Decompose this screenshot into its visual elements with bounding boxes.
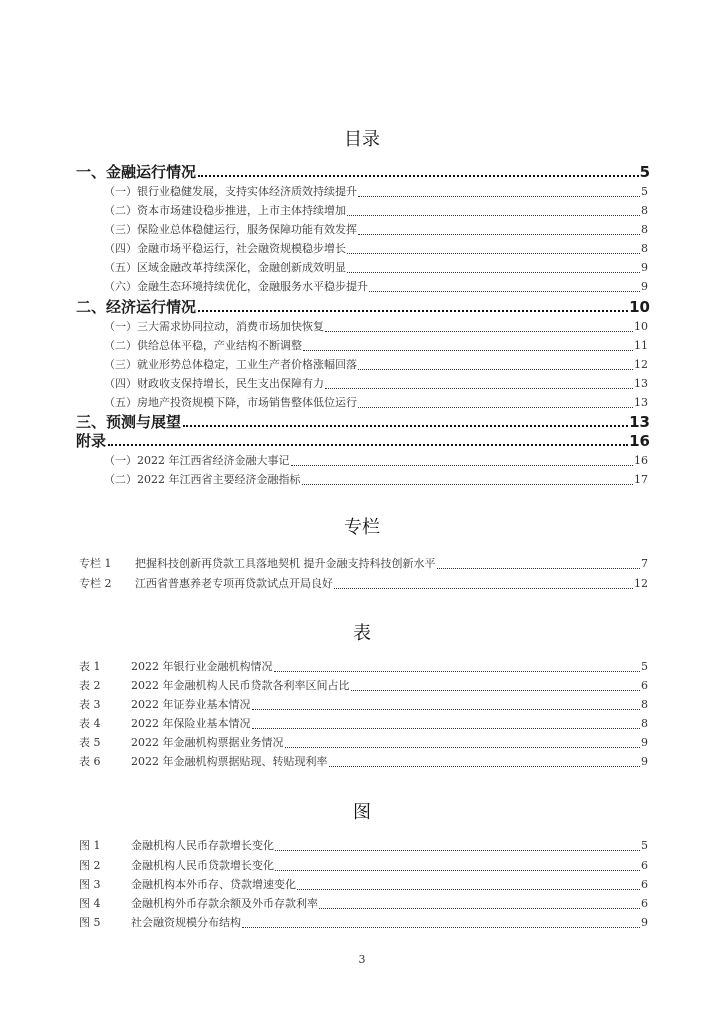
- column-entry-number: 专栏 2: [79, 577, 112, 590]
- toc-entry-page: 17: [634, 473, 648, 486]
- toc-entry-label: （二）2022 年江西省主要经济金融指标: [104, 473, 301, 486]
- figure-entry-page: 5: [641, 839, 648, 852]
- dot-leader: [347, 253, 640, 254]
- table-entry[interactable]: [79, 695, 648, 715]
- table-entry-number: 表 2: [79, 679, 101, 692]
- footer-page-number: 3: [358, 953, 366, 966]
- toc-entry-label: （一）银行业稳健发展，支持实体经济质效持续提升: [104, 185, 357, 198]
- toc-entry-sub[interactable]: [104, 201, 648, 221]
- table-entry[interactable]: [79, 733, 648, 753]
- table-entry-label: 2022 年金融机构票据业务情况: [131, 736, 284, 749]
- figures-title: 图: [353, 802, 371, 823]
- figure-entry-number: 图 4: [79, 897, 101, 910]
- dot-leader: [183, 425, 628, 427]
- dot-leader: [275, 870, 640, 871]
- dot-leader: [347, 215, 640, 216]
- toc-entry-page: 8: [641, 204, 648, 217]
- dot-leader: [297, 889, 640, 890]
- figure-entry-number: 图 2: [79, 859, 101, 872]
- dot-leader: [252, 728, 641, 729]
- table-entry[interactable]: [79, 752, 648, 772]
- toc-entry-label: 二、经济运行情况: [76, 298, 197, 316]
- table-entry[interactable]: [79, 657, 648, 677]
- figure-entry-number: 图 1: [79, 839, 101, 852]
- table-entry-number: 表 6: [79, 755, 101, 768]
- toc-entry-sub[interactable]: [104, 317, 648, 337]
- column-entry-number: 专栏 1: [79, 557, 112, 570]
- dot-leader: [369, 291, 640, 292]
- dot-leader: [325, 388, 633, 389]
- toc-entry-page: 5: [641, 185, 648, 198]
- toc-entry-page: 8: [641, 223, 648, 236]
- table-entry-label: 2022 年银行业金融机构情况: [131, 660, 273, 673]
- table-entry-number: 表 4: [79, 717, 101, 730]
- toc-entry-main[interactable]: [76, 297, 650, 317]
- figure-entry[interactable]: [79, 894, 648, 914]
- dot-leader: [358, 407, 633, 408]
- toc-entry-page: 13: [634, 396, 648, 409]
- dot-leader: [198, 310, 628, 312]
- toc-entry-page: 13: [629, 413, 650, 431]
- toc-entry-label: （一）2022 年江西省经济金融大事记: [104, 454, 290, 467]
- dot-leader: [325, 331, 633, 332]
- figure-entry-label: 金融机构本外币存、贷款增速变化: [131, 878, 296, 891]
- toc-entry-page: 11: [634, 339, 648, 352]
- figure-entry-number: 图 3: [79, 878, 101, 891]
- figure-entry[interactable]: [79, 875, 648, 895]
- dot-leader: [275, 850, 640, 851]
- table-entry-label: 2022 年金融机构人民币贷款各利率区间占比: [131, 679, 350, 692]
- dot-leader: [358, 196, 640, 197]
- column-entry[interactable]: [79, 574, 648, 594]
- figure-entry-label: 金融机构外币存款余额及外币存款利率: [131, 897, 318, 910]
- toc-entry-page: 9: [641, 280, 648, 293]
- toc-entry-label: （四）财政收支保持增长，民生支出保障有力: [104, 377, 324, 390]
- figure-entry-page: 6: [641, 897, 648, 910]
- column-entry-label: 江西省普惠养老专项再贷款试点开局良好: [135, 577, 333, 590]
- toc-entry-sub[interactable]: [104, 220, 648, 240]
- column-entry-page: 12: [634, 577, 648, 590]
- dot-leader: [319, 908, 640, 909]
- figure-entry-page: 6: [641, 859, 648, 872]
- toc-entry-page: 16: [629, 432, 650, 450]
- table-entry-number: 表 1: [79, 660, 101, 673]
- column-entry-page: 7: [641, 557, 648, 570]
- toc-entry-label: （五）房地产投资规模下降，市场销售整体低位运行: [104, 396, 357, 409]
- dot-leader: [437, 568, 641, 569]
- table-entry-number: 表 5: [79, 736, 101, 749]
- toc-entry-sub[interactable]: [104, 470, 648, 490]
- dot-leader: [334, 588, 633, 589]
- figure-entry[interactable]: [79, 856, 648, 876]
- toc-title: 目录: [344, 129, 380, 150]
- column-entry-label: 把握科技创新再贷款工具落地契机 提升金融支持科技创新水平: [135, 557, 436, 570]
- dot-leader: [198, 175, 639, 177]
- dot-leader: [108, 444, 628, 446]
- toc-entry-label: 附录: [76, 432, 107, 450]
- toc-entry-label: （四）金融市场平稳运行，社会融资规模稳步增长: [104, 242, 346, 255]
- table-entry-label: 2022 年证券业基本情况: [131, 698, 251, 711]
- dot-leader: [252, 709, 641, 710]
- dot-leader: [302, 484, 634, 485]
- toc-entry-page: 9: [641, 261, 648, 274]
- toc-entry-main[interactable]: [76, 162, 650, 182]
- table-entry-page: 8: [641, 698, 648, 711]
- dot-leader: [242, 927, 640, 928]
- table-entry-page: 9: [641, 755, 648, 768]
- table-entry-page: 5: [641, 660, 648, 673]
- toc-entry-label: （三）保险业总体稳健运行，服务保障功能有效发挥: [104, 223, 357, 236]
- dot-leader: [291, 465, 634, 466]
- toc-entry-page: 8: [641, 242, 648, 255]
- toc-entry-label: 一、金融运行情况: [76, 163, 197, 181]
- toc-entry-page: 10: [634, 320, 648, 333]
- dot-leader: [329, 766, 641, 767]
- toc-entry-label: （二）资本市场建设稳步推进，上市主体持续增加: [104, 204, 346, 217]
- toc-entry-label: 三、预测与展望: [76, 413, 182, 431]
- toc-entry-page: 10: [629, 298, 650, 316]
- table-entry-page: 6: [641, 679, 648, 692]
- toc-entry-label: （三）就业形势总体稳定，工业生产者价格涨幅回落: [104, 358, 357, 371]
- toc-entry-main[interactable]: [76, 412, 650, 432]
- figure-entry-label: 金融机构人民币存款增长变化: [131, 839, 274, 852]
- figure-entry-page: 9: [641, 916, 648, 929]
- dot-leader: [351, 690, 641, 691]
- toc-entry-label: （一）三大需求协同拉动，消费市场加快恢复: [104, 320, 324, 333]
- toc-entry-sub[interactable]: [104, 239, 648, 259]
- dot-leader: [303, 350, 633, 351]
- table-entry[interactable]: [79, 714, 648, 734]
- toc-entry-sub[interactable]: [104, 374, 648, 394]
- table-entry-label: 2022 年保险业基本情况: [131, 717, 251, 730]
- dot-leader: [285, 747, 641, 748]
- tables-title: 表: [353, 623, 371, 644]
- figure-entry[interactable]: [79, 913, 648, 933]
- figure-entry-number: 图 5: [79, 916, 101, 929]
- figure-entry-page: 6: [641, 878, 648, 891]
- toc-entry-page: 5: [639, 163, 650, 181]
- columns-title: 专栏: [344, 517, 380, 538]
- toc-entry-sub[interactable]: [104, 182, 648, 202]
- column-entry[interactable]: [79, 554, 648, 574]
- toc-entry-label: （六）金融生态环境持续优化，金融服务水平稳步提升: [104, 280, 368, 293]
- table-entry[interactable]: [79, 676, 648, 696]
- toc-entry-page: 12: [634, 358, 648, 371]
- toc-entry-label: （五）区域金融改革持续深化，金融创新成效明显: [104, 261, 346, 274]
- dot-leader: [358, 369, 633, 370]
- toc-entry-sub[interactable]: [104, 451, 648, 471]
- figure-entry[interactable]: [79, 836, 648, 856]
- toc-entry-sub[interactable]: [104, 393, 648, 413]
- toc-entry-sub[interactable]: [104, 336, 648, 356]
- toc-entry-sub[interactable]: [104, 258, 648, 278]
- table-entry-page: 8: [641, 717, 648, 730]
- toc-entry-sub[interactable]: [104, 277, 648, 297]
- figure-entry-label: 社会融资规模分布结构: [131, 916, 241, 929]
- toc-entry-page: 16: [634, 454, 648, 467]
- toc-entry-main[interactable]: [76, 431, 650, 451]
- toc-entry-sub[interactable]: [104, 355, 648, 375]
- toc-entry-label: （二）供给总体平稳，产业结构不断调整: [104, 339, 302, 352]
- table-entry-number: 表 3: [79, 698, 101, 711]
- toc-entry-page: 13: [634, 377, 648, 390]
- figure-entry-label: 金融机构人民币贷款增长变化: [131, 859, 274, 872]
- dot-leader: [347, 272, 640, 273]
- table-entry-label: 2022 年金融机构票据贴现、转贴现利率: [131, 755, 328, 768]
- dot-leader: [358, 234, 640, 235]
- dot-leader: [274, 671, 641, 672]
- table-entry-page: 9: [641, 736, 648, 749]
